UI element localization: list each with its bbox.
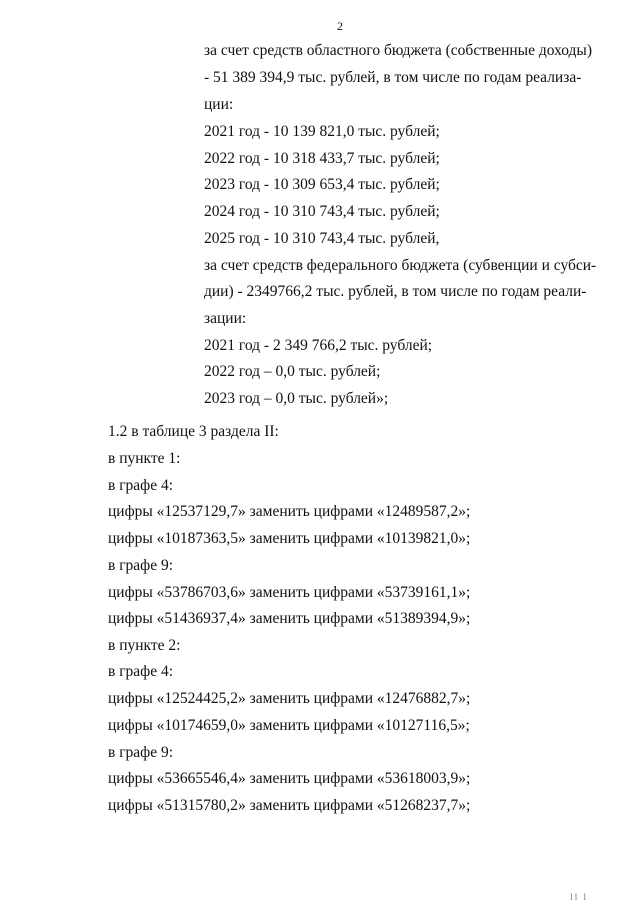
text-line: цифры «10187363,5» заменить цифрами «10139821,0»; [108,530,471,547]
text-line: в графе 9: [108,557,174,574]
text-line: 2023 год - 10 309 653,4 тыс. рублей; [204,176,440,193]
text-line: 1.2 в таблице 3 раздела II: [108,423,279,440]
text-line: за счет средств областного бюджета (собственные доходы) [204,42,593,59]
text-line: за счет средств федерального бюджета (субвенции и субси- [204,257,597,274]
text-line: в графе 4: [108,663,174,680]
text-line: цифры «51436937,4» заменить цифрами «51389394,9»; [108,610,471,627]
text-line: 2021 год - 2 349 766,2 тыс. рублей; [204,337,433,354]
text-line: в пункте 1: [108,450,181,467]
text-line: в графе 4: [108,477,174,494]
text-line: цифры «12537129,7» заменить цифрами «12489587,2»; [108,503,471,520]
text-line: ции: [204,96,234,113]
text-line: 2024 год - 10 310 743,4 тыс. рублей; [204,203,440,220]
text-line: 2022 год - 10 318 433,7 тыс. рублей; [204,150,440,167]
text-line: 2025 год - 10 310 743,4 тыс. рублей, [204,230,440,247]
text-line: 2021 год - 10 139 821,0 тыс. рублей; [204,123,440,140]
text-line: дии) - 2349766,2 тыс. рублей, в том числе по годам реали- [204,283,587,300]
text-line: цифры «10174659,0» заменить цифрами «10127116,5»; [108,717,470,734]
text-line: цифры «53665546,4» заменить цифрами «53618003,9»; [108,770,471,787]
text-line: цифры «53786703,6» заменить цифрами «53739161,1»; [108,584,471,601]
text-line: 2022 год – 0,0 тыс. рублей; [204,363,381,380]
text-line: цифры «51315780,2» заменить цифрами «51268237,7»; [108,797,471,814]
page-number: 2 [337,19,343,33]
footer-mark: ll l [570,892,588,902]
text-line: зации: [204,310,247,327]
text-line: 2023 год – 0,0 тыс. рублей»; [204,390,389,407]
text-line: в графе 9: [108,744,174,761]
text-line: в пункте 2: [108,637,181,654]
text-line: - 51 389 394,9 тыс. рублей, в том числе по годам реализа- [204,69,582,86]
text-line: цифры «12524425,2» заменить цифрами «12476882,7»; [108,690,471,707]
